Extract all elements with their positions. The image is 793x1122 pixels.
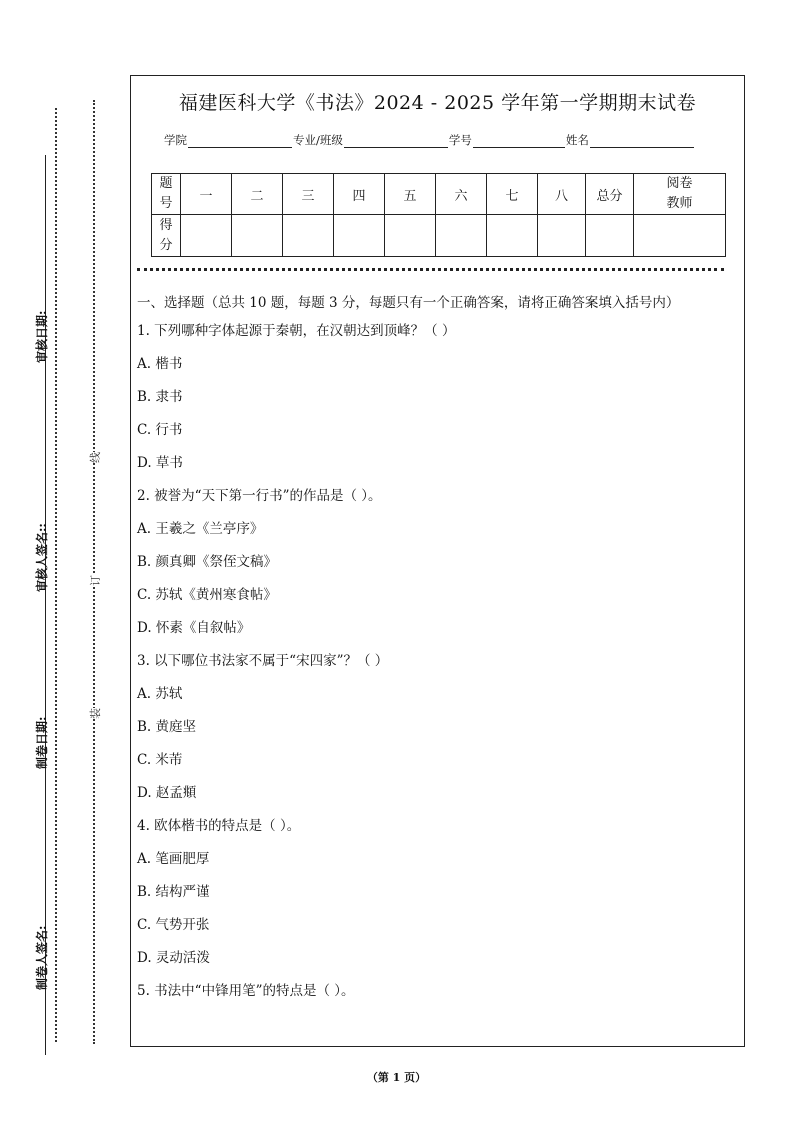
header-cell: 三 xyxy=(283,174,334,215)
answer-option: C. 米芾 xyxy=(137,752,183,768)
answer-option: A. 苏轼 xyxy=(137,686,183,702)
answer-option: B. 黄庭坚 xyxy=(137,719,197,735)
left-dotted-border xyxy=(55,108,57,1042)
answer-option: B. 隶书 xyxy=(137,389,183,405)
header-cell: 六 xyxy=(436,174,487,215)
header-cell: 七 xyxy=(487,174,538,215)
exam-frame xyxy=(130,75,745,1047)
score-cell-total[interactable] xyxy=(586,215,634,257)
answer-option: C. 气势开张 xyxy=(137,917,210,933)
name-input[interactable] xyxy=(590,134,694,148)
question-text: 3. 以下哪位书法家不属于“宋四家”？（ ） xyxy=(137,653,389,669)
score-cell[interactable] xyxy=(385,215,436,257)
score-cell[interactable] xyxy=(538,215,586,257)
answer-option: A. 楷书 xyxy=(137,356,183,372)
header-cell-question-number: 题号 xyxy=(152,174,181,215)
score-cell[interactable] xyxy=(334,215,385,257)
question-section xyxy=(137,292,737,1013)
header-cell: 一 xyxy=(181,174,232,215)
score-header-row xyxy=(152,174,726,215)
answer-option: B. 颜真卿《祭侄文稿》 xyxy=(137,554,278,570)
dotted-separator xyxy=(137,268,724,271)
score-row-label: 得分 xyxy=(152,215,181,257)
answer-option: C. 苏轼《黄州寒食帖》 xyxy=(137,587,277,603)
student-id-input[interactable] xyxy=(473,134,565,148)
left-signature-line xyxy=(45,155,46,1055)
header-cell: 四 xyxy=(334,174,385,215)
review-date-label: 审核日期: xyxy=(35,310,49,363)
answer-option: D. 赵孟頫 xyxy=(137,785,197,801)
question-text: 2. 被誉为“天下第一行书”的作品是（ ）。 xyxy=(137,488,382,504)
college-label: 学院 xyxy=(164,133,187,147)
header-cell: 八 xyxy=(538,174,586,215)
answer-option: B. 结构严谨 xyxy=(137,884,210,900)
score-cell[interactable] xyxy=(283,215,334,257)
student-id-label: 学号 xyxy=(448,133,472,147)
compile-date-label: 制卷日期: xyxy=(35,716,49,769)
exam-title: 福建医科大学《书法》2024 - 2025 学年第一学期期末试卷 xyxy=(178,92,697,114)
major-class-label: 专业/班级 xyxy=(293,133,343,147)
binding-mark-zhuang: 装 xyxy=(89,708,102,719)
answer-option: A. 王羲之《兰亭序》 xyxy=(137,521,264,537)
binding-mark-xian: 线 xyxy=(89,452,102,463)
question-list xyxy=(137,320,737,1013)
page-number: （第 1 页） xyxy=(366,1071,427,1084)
score-cell-grader[interactable] xyxy=(634,215,726,257)
score-table xyxy=(151,173,726,257)
compiler-signature-label: 制卷人签名: xyxy=(35,925,49,990)
student-info-line xyxy=(164,132,695,148)
section-intro: 一、选择题（总共 10 题，每题 3 分，每题只有一个正确答案，请将正确答案填入括号内） xyxy=(137,295,680,311)
name-label: 姓名 xyxy=(565,133,589,147)
score-value-row xyxy=(152,215,726,257)
answer-option: D. 灵动活泼 xyxy=(137,950,210,966)
header-cell-total: 总分 xyxy=(586,174,634,215)
answer-option: D. 怀素《自叙帖》 xyxy=(137,620,251,636)
answer-option: A. 笔画肥厚 xyxy=(137,851,210,867)
binding-dotted-line xyxy=(93,100,95,1044)
header-cell: 五 xyxy=(385,174,436,215)
reviewer-signature-label: 审核人签名:: xyxy=(35,523,49,592)
score-cell[interactable] xyxy=(436,215,487,257)
major-class-input[interactable] xyxy=(344,134,448,148)
question-text: 5. 书法中“中锋用笔”的特点是（ ）。 xyxy=(137,983,355,999)
header-cell-grader: 阅卷教师 xyxy=(634,174,726,215)
answer-option: C. 行书 xyxy=(137,422,183,438)
question-text: 1. 下列哪种字体起源于秦朝，在汉朝达到顶峰？（ ） xyxy=(137,323,456,339)
binding-mark-ding: 订 xyxy=(89,575,102,586)
question-text: 4. 欧体楷书的特点是（ ）。 xyxy=(137,818,301,834)
answer-option: D. 草书 xyxy=(137,455,183,471)
score-cell[interactable] xyxy=(232,215,283,257)
score-cell[interactable] xyxy=(181,215,232,257)
college-input[interactable] xyxy=(188,134,292,148)
header-cell: 二 xyxy=(232,174,283,215)
score-cell[interactable] xyxy=(487,215,538,257)
